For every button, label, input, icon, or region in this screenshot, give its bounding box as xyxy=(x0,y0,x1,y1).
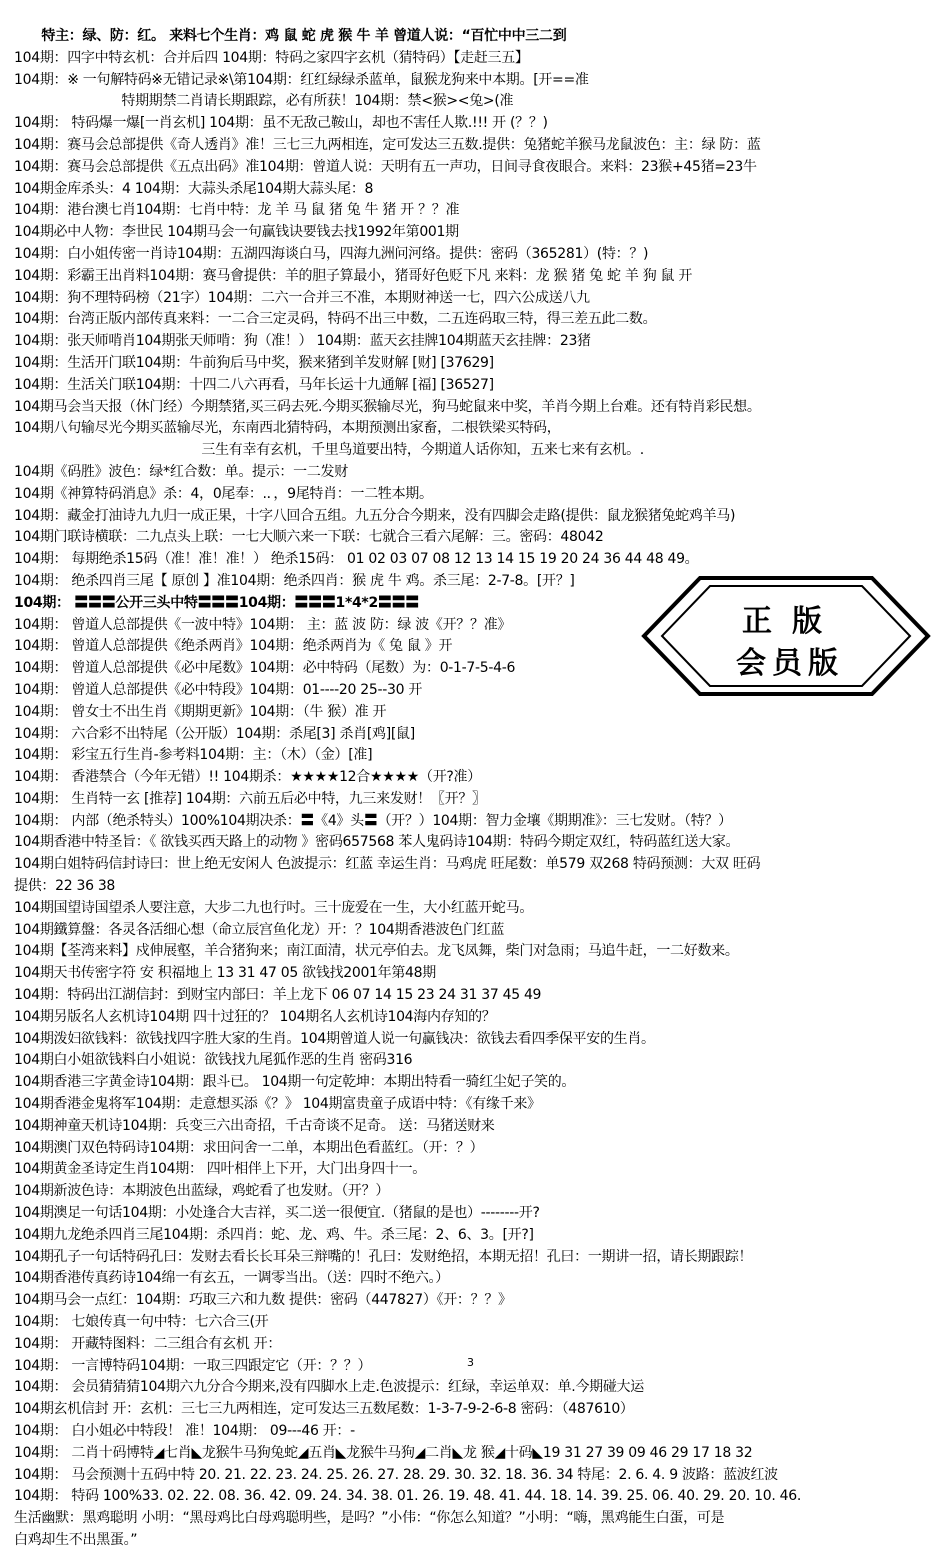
text-line: 104期必中人物：李世民 104期马会一句赢钱诀要钱去找1992年第001期 xyxy=(14,224,459,241)
text-line: 104期： 会员猜猜猜104期六九分合今期来,没有四脚水上走.色波提示：红绿，幸运单双：单.今期碰大运 xyxy=(14,1379,644,1396)
text-line: 104期八句输尽光今期买蓝输尽光，东南西北猜特码，本期预测出家畜，二根铁梁买特码， xyxy=(14,420,561,437)
text-line: 104期： 开藏特图料：二三组合有玄机 开： xyxy=(14,1335,282,1352)
text-line: 104期：白小姐传密一肖诗104期：五湖四海谈白马，四海九洲问河络。提供：密码（365281）(特：？) xyxy=(14,245,649,262)
text-line: 104期： 曾女士不出生肖《期期更新》104期：（牛 猴）准 开 xyxy=(14,703,387,720)
text-line: 104期： 曾道人总部提供《必中特段》104期：01----20 25--30 开 xyxy=(14,681,423,698)
text-line: 104期新波色诗：本期波色出蓝绿，鸡蛇看了也发财。（开？） xyxy=(14,1183,390,1200)
text-line: 104期天书传密字符 安 积福地上 13 31 47 05 欲钱找2001年第48期 xyxy=(14,965,436,982)
text-line: 104期黄金圣诗定生肖104期： 四叶相伴上下开，大门出身四十一。 xyxy=(14,1161,426,1178)
text-line: 104期： 绝杀四肖三尾【 原创 】准104期：绝杀四肖：猴 虎 牛 鸡。杀三尾：2-7-8。[开？] xyxy=(14,572,575,589)
text-line: 104期白小姐欲钱料白小姐说：欲钱找九尾狐作恶的生肖 密码316 xyxy=(14,1052,413,1069)
text-line: 104期： 〓〓〓公开三头中特〓〓〓104期：〓〓〓1*4*2〓〓〓 xyxy=(14,594,419,611)
text-line: 104期： 生肖特一玄 [推荐] 104期：六前五后必中特，九三来发财！〖开？〗 xyxy=(14,790,486,807)
text-line: 104期： 六合彩不出特尾（公开版）104期：杀尾[3] 杀肖[鸡][鼠] xyxy=(14,725,415,742)
text-line: 104期【荃湾来料】戍伸展壑，羊合猪狗来；南江面清，状元亭伯去。龙飞凤舞，柴门对急雨；马追牛赶，一二好数来。 xyxy=(14,943,739,960)
text-line: 104期： 内部（绝杀特头）100%104期决杀：〓《4》头〓（开？）104期：智力金壤《期期准》：三七发财。（特？） xyxy=(14,812,732,829)
text-line: 104期：张天师啃肖104期张天师啃：狗（准！） 104期：蓝天玄挂牌104期蓝天玄挂牌：23猪 xyxy=(14,333,591,350)
text-line: 104期： 特码爆一爆[一肖玄机] 104期：虽不无敌己鞍山，却也不害任人欺.!!! 开 (？？) xyxy=(14,115,548,132)
text-line: 生活幽默：黑鸡聪明 小明：“黑母鸡比白母鸡聪明些，是吗？”小伟：“你怎么知道？”小明：“嗨，黑鸡能生白蛋，可是 xyxy=(14,1510,725,1527)
page-number: 3 xyxy=(467,1356,474,1369)
text-line: 104期： 曾道人总部提供《绝杀两肖》104期：绝杀两肖为《 兔 鼠 》开 xyxy=(14,638,453,655)
text-line: 104期门联诗横联：二九点头上联：一七大顺六来一下联：七就合三看六尾解：三。密码：48042 xyxy=(14,529,604,546)
text-line: 104期九龙绝杀四肖三尾104期：杀四肖：蛇、龙、鸡、牛。杀三尾：2、6、3。[开?] xyxy=(14,1226,534,1243)
text-line: 104期：赛马会总部提供《五点出码》准104期：曾道人说：天明有五一声功，日间寻食夜眼合。来料：23猴+45猪=23牛 xyxy=(14,158,757,175)
text-line: 104期：台湾正版内部传真来料：一二合三定灵码，特码不出三中数，二五连码取三特，得三差五此二数。 xyxy=(14,311,657,328)
text-line: 104期香港金鬼将军104期：走意想买添《？》 104期富贵童子成语中特：《有缘千来》 xyxy=(14,1096,541,1113)
official-edition-stamp xyxy=(640,574,932,698)
text-line: 104期： 特码 100%33. 02. 22. 08. 36. 42. 09. 24. 34. 38. 01. 26. 19. 48. 41. 44. 18. 14. 39. 25. 06. 40. 29. 20. 10. 46. xyxy=(14,1488,801,1505)
text-line: 104期：藏金打油诗九九归一成正果，十字八回合五组。九五分合今期来，没有四脚会走路(提供：鼠龙猴猪兔蛇鸡羊马) xyxy=(14,507,736,524)
text-line: 104期《神算特码消息》杀：4，0尾奉：.．，9尾特肖：一二牲本期。 xyxy=(14,485,433,502)
stamp-line-1: 正版 xyxy=(742,604,842,639)
text-line: 104期：四字中特玄机：合并后四 104期：特码之家四字玄机（猜特码）【走赶三五】 xyxy=(14,49,529,66)
text-line: 特主：绿、防：红。 来料七个生肖：鸡 鼠 蛇 虎 猴 牛 羊 曾道人说：“百忙中中三二到 xyxy=(14,28,567,44)
text-line: 104期：生活关门联104期：十四二八六再看，马年长运十九通解 [福] [36527] xyxy=(14,376,494,393)
text-lines xyxy=(14,26,934,1552)
text-line: 104期： 二肖十码博特◢七肖◣龙猴牛马狗兔蛇◢五肖◣龙猴牛马狗◢二肖◣龙 猴◢十码◣19 31 27 39 09 46 29 17 18 32 xyxy=(14,1444,753,1461)
text-line: 104期： 每期绝杀15码（准！准！准！） 绝杀15码： 01 02 03 07 08 12 13 14 15 19 20 24 36 44 48 49。 xyxy=(14,551,699,568)
text-line: 104期澳门双色特码诗104期：求田问舍一二单，本期出色看蓝红。（开：？） xyxy=(14,1139,484,1156)
text-line: 104期孔子一句话特码孔曰：发财去看长长耳朵三辩嘴的！孔曰：发财绝招，本期无招！孔曰：一期讲一招，请长期跟踪！ xyxy=(14,1248,753,1265)
text-line: 104期：特码出江湖信封：到财宝内部曰：羊上龙下 06 07 14 15 23 24 31 37 45 49 xyxy=(14,987,542,1004)
text-line: 104期：彩霸王出肖料104期：赛马會提供：羊的胆子算最小，猪哥好色贬下凡 来料：龙 猴 猪 兔 蛇 羊 狗 鼠 开 xyxy=(14,267,693,284)
text-line: 104期： 七娘传真一句中特：七六合三(开 xyxy=(14,1314,269,1331)
text-line: 提供：22 36 38 xyxy=(14,878,116,895)
text-line: 104期香港三字黄金诗104期：跟斗已。 104期一句定乾坤：本期出特看一骑红尘妃子笑的。 xyxy=(14,1074,576,1091)
text-line: 104期白姐特码信封诗曰：世上绝无安闲人 色波提示：红蓝 幸运生肖：马鸡虎 旺尾数：单579 双268 特码预测：大双 旺码 xyxy=(14,856,761,873)
text-line: 104期：港台澳七肖104期：七肖中特：龙 羊 马 鼠 猪 兔 牛 猪 开 ？？准 xyxy=(14,202,460,219)
text-line: 104期马会当天报（休门经）今期禁猪,买三码去死.今期买猴输尽光，狗马蛇鼠来中奖，羊肖今期上台难。还有特肖彩民想。 xyxy=(14,398,761,415)
text-line: 白鸡却生不出黑蛋。” xyxy=(14,1531,138,1548)
text-line: 104期：※ 一句解特码※无错记录※\第104期：红红绿绿杀蓝单，鼠猴龙狗来中本期。[开==准 xyxy=(14,71,589,88)
text-line: 104期： 曾道人总部提供《一波中特》104期： 主：蓝 波 防：绿 波《开？？准》 xyxy=(14,616,512,633)
text-line: 104期香港传真药诗104绵一有玄五，一调零当出。（送：四时不绝六。） xyxy=(14,1270,449,1287)
text-line: 104期玄机信封 开：玄机：三七三九两相连，定可发达三五数尾数：1-3-7-9-2-6-8 密码：（487610） xyxy=(14,1401,634,1418)
text-line: 104期： 曾道人总部提供《必中尾数》104期：必中特码（尾数）为：0-1-7-5-4-6 xyxy=(14,660,516,677)
text-line: 104期香港中特圣旨：《 欲钱买西天路上的动物 》密码657568 苯人鬼码诗104期：特码今期定双红，特码蓝红送大家。 xyxy=(14,834,740,851)
text-line: 104期神童天机诗104期：兵变三六出奇招，千古奇谈不足奇。 送：马猪送财来 xyxy=(14,1117,495,1134)
text-line: 104期： 彩宝五行生肖-参考料104期：主：（木）（金）[准] xyxy=(14,747,373,764)
text-line: 104期马会一点红：104期：巧取三六和九数 提供：密码（447827）《开：？？》 xyxy=(14,1292,512,1309)
text-line: 104期：生活开门联104期：牛前狗后马中奖，猴来猪到羊发财解 [财] [37629] xyxy=(14,354,494,371)
text-line: 特期期禁二肖请长期跟踪，必有所获！104期：禁<猴><兔>(准 xyxy=(94,93,514,110)
text-line: 三生有幸有玄机，千里鸟道要出特，今期道人话你知，五来七来有玄机。. xyxy=(174,442,644,459)
stamp-line-2: 会员版 xyxy=(736,646,844,681)
text-line: 104期金库杀头：4 104期：大蒜头杀尾104期大蒜头尾：8 xyxy=(14,180,374,197)
text-line: 104期： 马会预测十五码中特 20. 21. 22. 23. 24. 25. 26. 27. 28. 29. 30. 32. 18. 36. 34 特尾：2. 6. 4. 9 波路：蓝波红波 xyxy=(14,1466,778,1483)
text-line: 104期泼妇欲钱料：欲钱找四字胜大家的生肖。104期曾道人说一句赢钱决：欲钱去看四季保平安的生肖。 xyxy=(14,1030,655,1047)
text-line: 104期澳足一句话104期：小处逢合大吉祥，买二送一很便宜.（猪鼠的是也）--------开? xyxy=(14,1205,540,1222)
text-line: 104期： 白小姐必中特段！ 准！104期： 09---46 开：- xyxy=(14,1423,355,1439)
text-line: 104期：赛马会总部提供《奇人透肖》准！三七三九两相连，定可发达三五数.提供：兔猪蛇羊猴马龙鼠波色：主：绿 防：蓝 xyxy=(14,136,761,153)
text-line: 104期：狗不理特码榜（21字）104期：二六一合并三不准，本期财神送一七，四六公成送八九 xyxy=(14,289,590,306)
text-line: 104期另版名人玄机诗104期 四十过狂的？ 104期名人玄机诗104海内存知的？ xyxy=(14,1008,496,1025)
text-line: 104期： 一言博特码104期：一取三四跟定它（开：？？） xyxy=(14,1357,372,1374)
text-line: 104期国望诗国望杀人要注意，大步二九也行吋。三十庞爱在一生，大小红蓝开蛇马。 xyxy=(14,899,534,916)
text-line: 104期《码胜》波色：绿*红合数：单。提示：一二发财 xyxy=(14,463,348,480)
text-line: 104期： 香港禁合（今年无错）!! 104期杀：★★★★12合★★★★（开?准） xyxy=(14,769,481,786)
text-line: 104期鐵算盤：各灵各活细心想（命立辰宫鱼化龙）开：？104期香港波色门红蓝 xyxy=(14,921,505,938)
